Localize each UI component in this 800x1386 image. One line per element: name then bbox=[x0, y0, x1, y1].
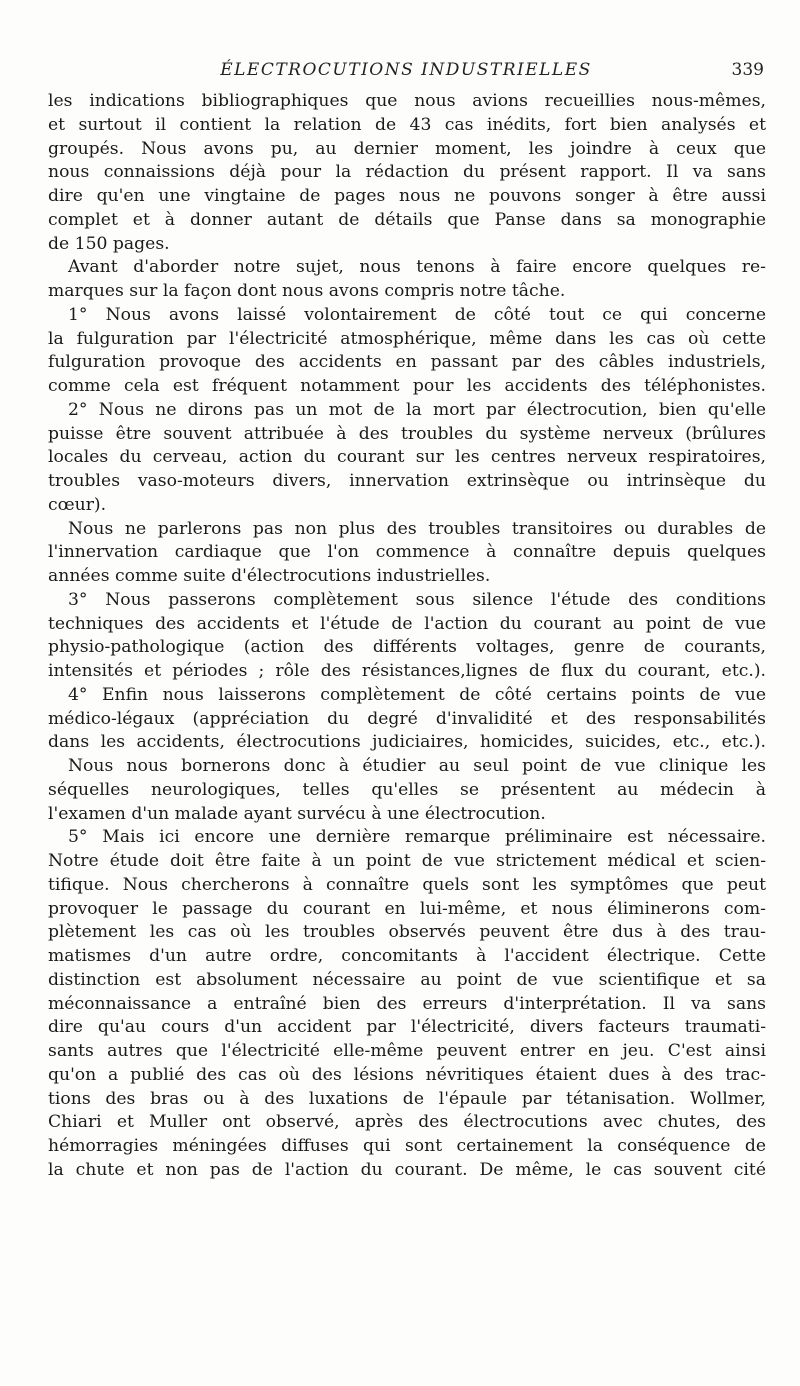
text-line: Nous ne parlerons pas non plus des troubles transitoires ou durables de bbox=[68, 518, 766, 539]
page-header bbox=[48, 60, 764, 84]
text-line: Chiari et Muller ont observé, après des électrocutions avec chutes, des bbox=[48, 1112, 766, 1133]
text-line: tions des bras ou à des luxations de l'épaule par tétanisation. Wollmer, bbox=[48, 1088, 766, 1109]
text-line: techniques des accidents et l'étude de l'action du courant au point de vue bbox=[48, 613, 766, 634]
text-line: troubles vaso-moteurs divers, innervation extrinsèque ou intrinsèque du bbox=[48, 471, 766, 491]
text-line: de 150 pages. bbox=[48, 233, 170, 254]
text-line: 3° Nous passerons complètement sous silence l'étude des conditions bbox=[68, 589, 766, 610]
text-line: et surtout il contient la relation de 43 cas inédits, fort bien analysés et bbox=[48, 114, 766, 135]
text-line: puisse être souvent attribuée à des troubles du système nerveux (brûlures bbox=[48, 423, 766, 444]
text-line: qu'on a publié des cas où des lésions névritiques étaient dues à des trac- bbox=[48, 1064, 766, 1085]
body-text bbox=[48, 90, 766, 1183]
running-head: ÉLECTROCUTIONS INDUSTRIELLES bbox=[220, 60, 592, 80]
text-line: matismes d'un autre ordre, concomitants à l'accident électrique. Cette bbox=[48, 946, 766, 966]
text-line: Nous nous bornerons donc à étudier au seul point de vue clinique les bbox=[68, 756, 766, 776]
text-line: locales du cerveau, action du courant sur les centres nerveux respiratoires, bbox=[48, 447, 766, 468]
text-line: marques sur la façon dont nous avons compris notre tâche. bbox=[48, 281, 566, 301]
text-line: médico-légaux (appréciation du degré d'invalidité et des responsabilités bbox=[48, 708, 766, 729]
text-line: 4° Enfin nous laisserons complètement de côté certains points de vue bbox=[68, 684, 766, 705]
text-line: dire qu'au cours d'un accident par l'électricité, divers facteurs traumati- bbox=[48, 1017, 766, 1038]
text-line: sants autres que l'électricité elle-même peuvent entrer en jeu. C'est ainsi bbox=[48, 1041, 766, 1061]
text-line: intensités et périodes ; rôle des résistances,lignes de flux du courant, etc.). bbox=[48, 661, 766, 681]
text-line: physio-pathologique (action des différents voltages, genre de courants, bbox=[48, 637, 766, 658]
text-line: la fulguration par l'électricité atmosphérique, même dans les cas où cette bbox=[48, 328, 766, 349]
text-line: plètement les cas où les troubles observés peuvent être dus à des trau- bbox=[48, 922, 766, 943]
text-line: 5° Mais ici encore une dernière remarque préliminaire est nécessaire. bbox=[68, 827, 766, 848]
text-line: cœur). bbox=[48, 494, 107, 515]
text-line: tifique. Nous chercherons à connaître quels sont les symptômes que peut bbox=[48, 874, 766, 895]
text-line: groupés. Nous avons pu, au dernier moment, les joindre à ceux que bbox=[48, 138, 766, 159]
text-line: dire qu'en une vingtaine de pages nous ne pouvons songer à être aussi bbox=[48, 186, 766, 206]
text-line: nous connaissions déjà pour la rédaction du présent rapport. Il va sans bbox=[48, 162, 766, 183]
text-line: 2° Nous ne dirons pas un mot de la mort par électrocution, bien qu'elle bbox=[68, 399, 766, 420]
text-line: l'innervation cardiaque que l'on commence à connaître depuis quelques bbox=[48, 542, 766, 563]
text-line: distinction est absolument nécessaire au point de vue scientifique et sa bbox=[48, 969, 766, 990]
page-number: 339 bbox=[731, 60, 764, 80]
text-line: Avant d'aborder notre sujet, nous tenons à faire encore quelques re- bbox=[68, 257, 766, 278]
text-line: Notre étude doit être faite à un point de vue strictement médical et scien- bbox=[48, 851, 766, 871]
text-line: séquelles neurologiques, telles qu'elles se présentent au médecin à bbox=[48, 779, 766, 800]
text-line: dans les accidents, électrocutions judiciaires, homicides, suicides, etc., etc.). bbox=[48, 732, 766, 753]
text-line: hémorragies méningées diffuses qui sont certainement la conséquence de bbox=[48, 1136, 766, 1156]
text-line: complet et à donner autant de détails que Panse dans sa monographie bbox=[48, 209, 766, 230]
text-line: fulguration provoque des accidents en passant par des câbles industriels, bbox=[48, 352, 766, 373]
text-line: années comme suite d'électrocutions industrielles. bbox=[48, 566, 491, 586]
text-line: les indications bibliographiques que nous avions recueillies nous-mêmes, bbox=[48, 91, 766, 111]
text-line: provoquer le passage du courant en lui-même, et nous éliminerons com- bbox=[48, 898, 766, 919]
text-line: méconnaissance a entraîné bien des erreurs d'interprétation. Il va sans bbox=[48, 993, 766, 1014]
text-line: comme cela est fréquent notamment pour les accidents des téléphonistes. bbox=[48, 376, 766, 396]
text-line: l'examen d'un malade ayant survécu à une électrocution. bbox=[48, 803, 546, 824]
text-line: la chute et non pas de l'action du courant. De même, le cas souvent cité bbox=[48, 1159, 766, 1180]
text-line: 1° Nous avons laissé volontairement de côté tout ce qui concerne bbox=[68, 304, 766, 325]
